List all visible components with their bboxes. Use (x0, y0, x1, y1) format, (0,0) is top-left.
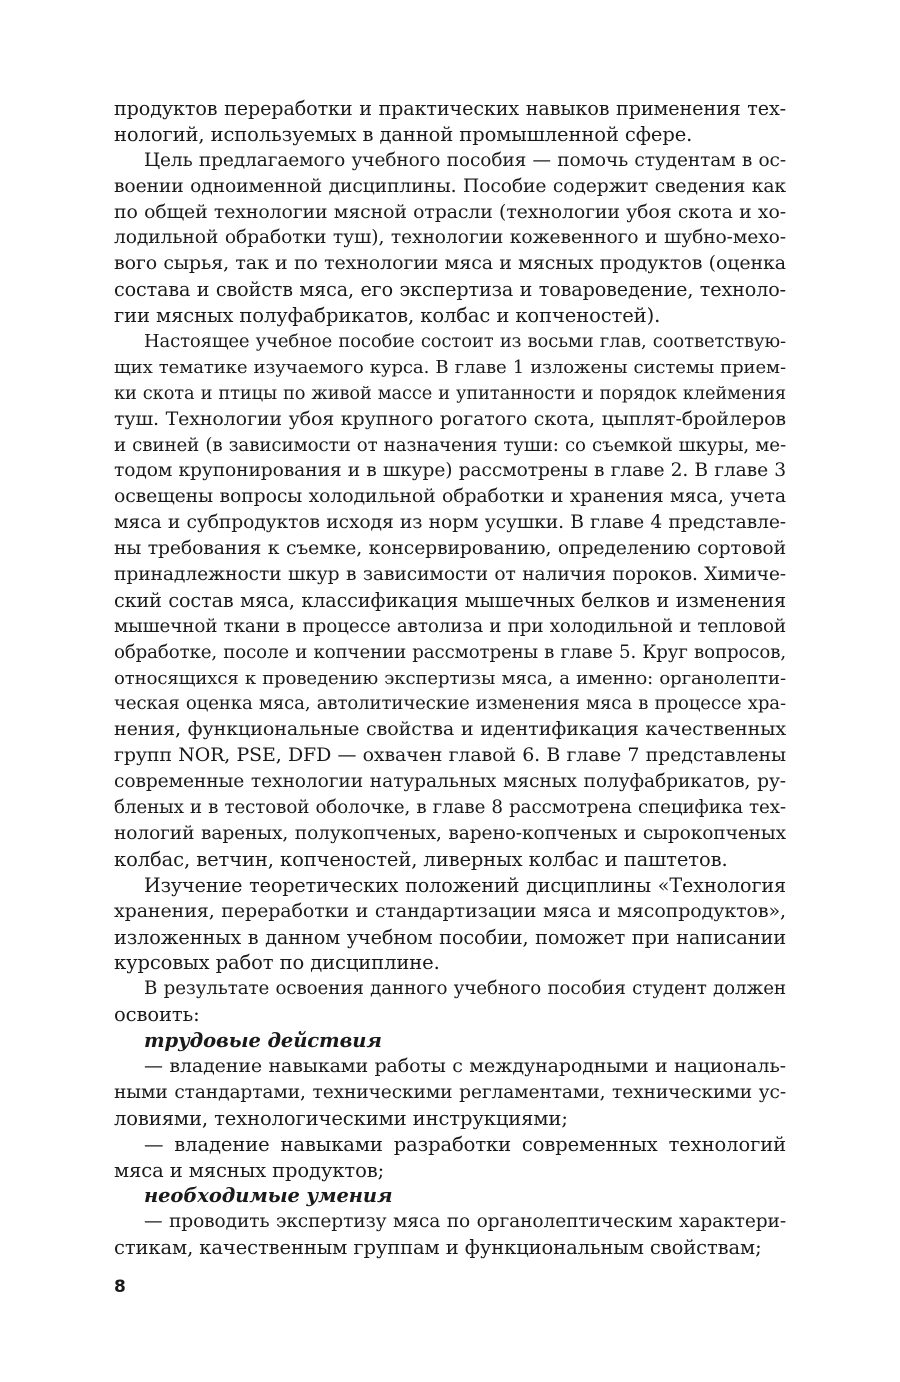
text-line: ческая оценка мяса, автолитические изменения мяса в процессе хра- (114, 693, 786, 715)
text-line: мяса и мясных продуктов; (114, 1158, 385, 1182)
text-line: щих тематике изучаемого курса. В главе 1 изложены системы прием- (114, 356, 786, 378)
text-line: ловиями, технологическими инструкциями; (114, 1106, 568, 1130)
section-heading: необходимые умения (144, 1184, 393, 1208)
text-line: — владение навыками разработки современных технологий (144, 1132, 786, 1156)
section-heading: трудовые действия (144, 1029, 382, 1053)
text-line: принадлежности шкур в зависимости от наличия пороков. Химиче- (114, 564, 786, 586)
text-line: освещены вопросы холодильной обработки и хранения мяса, учета (114, 486, 786, 508)
text-line: нения, функциональные свойства и идентификация качественных (114, 718, 786, 741)
text-line: стикам, качественным группам и функциональным свойствам; (114, 1236, 762, 1260)
text-line: хранения, переработки и стандартизации мяса и мясопродуктов», (114, 899, 786, 922)
text-line: нологий, используемых в данной промышленной сфере. (114, 122, 693, 146)
text-line: изложенных в данном учебном пособии, поможет при написании (114, 925, 786, 949)
text-line: туш. Технологии убоя крупного рогатого скота, цыплят-бройлеров (114, 407, 786, 430)
text-line: обработке, посоле и копчении рассмотрены в главе 5. Круг вопросов, (114, 641, 786, 663)
text-line: ский состав мяса, классификация мышечных белков и изменения (114, 588, 786, 612)
text-line: Настоящее учебное пособие состоит из восьми глав, соответствую- (144, 331, 786, 353)
text-line: ки скота и птицы по живой массе и упитанности и порядок клеймения (114, 382, 786, 404)
text-line: продуктов переработки и практических навыков применения тех- (114, 97, 786, 120)
text-line: по общей технологии мясной отрасли (технологии убоя скота и хо- (114, 200, 786, 223)
text-line: лодильной обработки туш), технологии кожевенного и шубно-мехо- (114, 227, 786, 249)
text-line: нологий вареных, полукопченых, варено-копченых и сырокопченых (114, 822, 786, 844)
page-body (114, 96, 786, 1261)
text-line: воении одноименной дисциплины. Пособие содержит сведения как (114, 175, 786, 197)
text-line: — владение навыками работы с международными и националь- (144, 1054, 786, 1077)
text-line: курсовых работ по дисциплине. (114, 951, 440, 975)
text-line: В результате освоения данного учебного пособия студент должен (144, 978, 786, 1000)
text-line: вого сырья, так и по технологии мяса и мясных продуктов (оценка (114, 252, 786, 275)
text-line: мяса и субпродуктов исходя из норм усушки. В главе 4 представле- (114, 512, 786, 534)
text-line: Изучение теоретических положений дисциплины «Технология (144, 873, 786, 897)
text-line: ными стандартами, техническими регламентами, техническими ус- (114, 1081, 786, 1103)
text-line: мышечной ткани в процессе автолиза и при холодильной и тепловой (114, 615, 786, 637)
text-line: тодом крупонирования и в шкуре) рассмотрены в главе 2. В главе 3 (114, 460, 786, 482)
page-number: 8 (114, 1277, 126, 1297)
text-line: колбас, ветчин, копченостей, ливерных колбас и паштетов. (114, 847, 728, 871)
text-line: относящихся к проведению экспертизы мяса, а именно: органолепти- (114, 667, 786, 689)
text-line: современные технологии натуральных мясных полуфабрикатов, ру- (114, 771, 786, 793)
text-line: групп NOR, PSE, DFD — охвачен главой 6. В главе 7 представлены (114, 744, 786, 767)
text-line: гии мясных полуфабрикатов, колбас и копченостей). (114, 304, 661, 328)
text-line: — проводить экспертизу мяса по органолептическим характери- (144, 1211, 786, 1233)
text-line: ны требования к съемке, консервированию, определению сортовой (114, 538, 786, 560)
text-line: бленых и в тестовой оболочке, в главе 8 рассмотрена специфика тех- (114, 797, 786, 819)
text-line: освоить: (114, 1003, 200, 1027)
text-line: и свиней (в зависимости от назначения туши: со съемкой шкуры, ме- (114, 434, 786, 456)
text-line: состава и свойств мяса, его экспертиза и товароведение, техноло- (114, 278, 786, 302)
text-line: Цель предлагаемого учебного пособия — помочь студентам в ос- (144, 149, 786, 171)
